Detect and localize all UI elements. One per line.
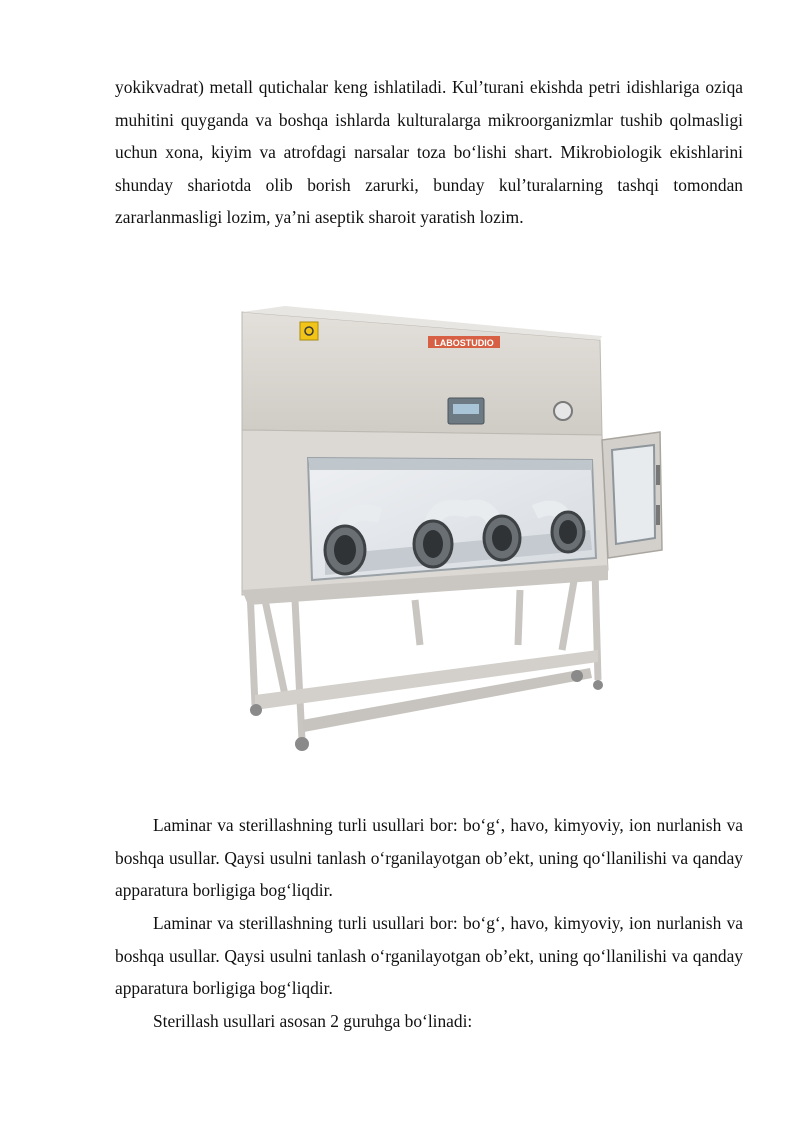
paragraph-4: Sterillash usullari asosan 2 guruhga bo‘linadi: [153, 1011, 473, 1031]
brand-text: LABOSTUDIO [434, 338, 494, 348]
wheel [295, 737, 309, 751]
paragraph-1: yokikvadrat) metall qutichalar keng ishlatiladi. Kul’turani ekishda petri idishlariga oziqa muhitini quyganda va boshqa ishlarda kulturalarga mikroorganizmlar tushib qolmasligi uchun xona, kiyim va atrofdagi narsalar toza bo‘lishi shart. Mikrobiologik ekishlarini shunday shariotda olib borish zarurki, bunday kul’turalarning tashqi tomondan zararlanmasligi lozim, ya’ni aseptik sharoit yaratish lozim. [115, 77, 743, 228]
glovebox-cabinet-image [230, 300, 670, 770]
paragraph-2: Laminar va sterillashning turli usullari bor: bo‘g‘, havo, kimyoviy, ion nurlanish va boshqa usullar. Qaysi usulni tanlash o‘rganilayotgan ob’ekt, uning qo‘llanilishi va qanday apparatura borligiga bog‘liqdir. [115, 815, 743, 901]
pressure-gauge [554, 402, 572, 420]
paragraph-3: Laminar va sterillashning turli usullari bor: bo‘g‘, havo, kimyoviy, ion nurlanish va boshqa usullar. Qaysi usulni tanlash o‘rganilayotgan ob’ekt, uning qo‘llanilishi va qanday apparatura borligiga bog‘liqdir. [115, 913, 743, 999]
biohazard-icon [300, 322, 318, 340]
control-panel [242, 312, 602, 435]
wheel [593, 680, 603, 690]
wheel [250, 704, 262, 716]
wheel [571, 670, 583, 682]
